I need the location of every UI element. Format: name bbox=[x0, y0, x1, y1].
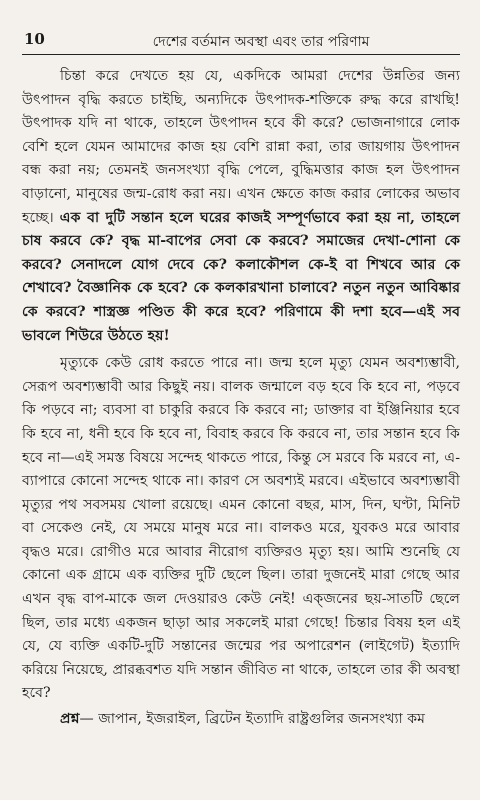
page-header bbox=[22, 28, 460, 55]
paragraph-text: মৃত্যুকে কেউ রোধ করতে পারে না। জন্ম হলে মৃত্যু যেমন অবশ্যম্ভাবী, সেরূপ অবশ্যম্ভাবী আর কিছুই নয়। বালক জন্মালে বড় হবে কি হবে না, পড়বে কি পড়বে না; ব্যবসা বা চাকুরি করবে কি করবে না; ডাক্তার বা ইঞ্জিনিয়ার হবে কি হবে না, ধনী হবে কি হবে না, বিবাহ করবে কি করবে না, তার সন্তান হবে কি হবে না—এই সমস্ত বিষয়ে সন্দেহ থাকতে পারে, কিন্তু সে মরবে কি মরবে না, এ-ব্যাপারে কোনো সন্দেহ থাকে না। কারণ সে অবশ্যই মরবে। এইভাবে অবশ্যম্ভাবী মৃত্যুর পথ সবসময় খোলা রয়েছে। এমন কোনো বছর, মাস, দিন, ঘণ্টা, মিনিট বা সেকেণ্ড নেই, যে সময়ে মানুষ মরে না। বালকও মরে, যুবকও মরে আবার বৃদ্ধও মরে। রোগীও মরে আবার নীরোগ ব্যক্তিরও মৃত্যু হয়। আমি শুনেছি যে কোনো এক গ্রামে এক ব্যক্তির দুটি ছেলে ছিল। তারা দুজনেই মারা গেছে আর এখন বৃদ্ধ বাপ-মাকে জল দেওয়ারও কেউ নেই! এক্জনের ছয়-সাতটি ছেলে ছিল, তার মধ্যে একজন ছাড়া আর সকলেই মারা গেছে! চিন্তার বিষয় হল এই যে, যে ব্যক্তি একটি-দুটি সন্তানের জন্মের পর অপারেশন (লাইগেট) ইত্যাদি করিয়ে নিয়েছে, প্রারব্ধবশত যদি সন্তান জীবিত না থাকে, তাহলে তার কী অবস্থা হবে? bbox=[22, 355, 460, 702]
page-number: 10 bbox=[24, 30, 45, 48]
question-text: — জাপান, ইজরাইল, ব্রিটেন ইত্যাদি রাষ্ট্রগুলির জনসংখ্যা কম bbox=[79, 711, 426, 728]
paragraph-death bbox=[22, 352, 460, 706]
paragraph-bold-text: এক বা দুটি সন্তান হলে ঘরের কাজই সম্পূর্ণভাবে করা হয় না, তাহলে চাষ করবে কে? বৃদ্ধ মা-বাপের সেবা কে করবে? সমাজের দেখা-শোনা কে করবে? সেনাদলে যোগ দেবে কে? কলাকৌশল কে-ই বা শিখবে আর কে শেখাবে? বৈজ্ঞানিক কে হবে? কে কলকারখানা চালাবে? নতুন নতুন আবিষ্কার কে করবে? শাস্ত্রজ্ঞ পণ্ডিত কী করে হবে? পরিণামে কী দশা হবে—এই সব ভাবলে শিউরে উঠতে হয়! bbox=[22, 209, 460, 344]
question-paragraph bbox=[22, 708, 460, 732]
paragraph-text: চিন্তা করে দেখতে হয় যে, একদিকে আমরা দেশের উন্নতির জন্য উৎপাদন বৃদ্ধি করতে চাইছি, অন্যদিকে উৎপাদক-শক্তিকে রুদ্ধ করে রাখছি! উৎপাদক যদি না থাকে, তাহলে উৎপাদন হবে কী করে? ভোজনাগারে লোক বেশি হলে যেমন আমাদের কাজ হয় বেশি রান্না করা, তার জায়গায় উৎপাদন বন্ধ করা নয়; তেমনই জনসংখ্যা বৃদ্ধি পেলে, বুদ্ধিমত্তার কাজ হল উৎপাদন বাড়ানো, মানুষের জন্ম-রোধ করা নয়। এখন ক্ষেতে কাজ করার লোকের অভাব হচ্ছে। bbox=[22, 68, 460, 226]
running-title: দেশের বর্তমান অবস্থা এবং তার পরিণাম bbox=[152, 34, 370, 50]
paragraph-production bbox=[22, 65, 460, 348]
question-label: প্রশ্ন bbox=[60, 711, 80, 728]
